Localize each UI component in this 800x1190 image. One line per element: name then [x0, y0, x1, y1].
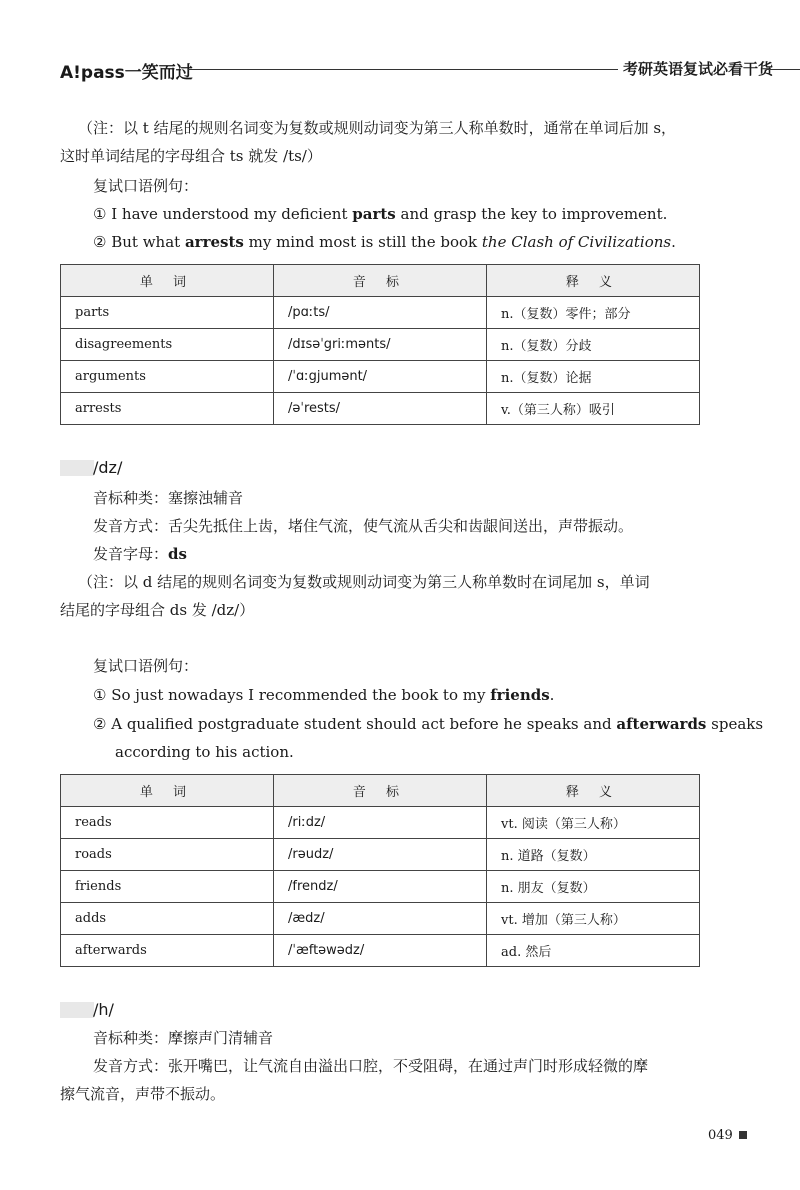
dz-note-line2: 结尾的字母组合 ds 发 /dz/） [60, 601, 255, 619]
phonetic-cell: /ˈæftəwədz/ [274, 935, 487, 967]
word-cell: afterwards [61, 935, 274, 967]
col-header-meaning: 释 义 [487, 265, 700, 297]
meaning-cell: vt. 增加（第三人称） [487, 903, 700, 935]
meaning-cell: n.（复数）论据 [487, 361, 700, 393]
h-heading-marker [60, 1002, 94, 1018]
word-cell: arguments [61, 361, 274, 393]
meaning-cell: n. 道路（复数） [487, 839, 700, 871]
h-symbol: /h/ [93, 1000, 114, 1019]
table-row [61, 807, 700, 839]
phonetic-cell: /ˈɑːgjumənt/ [274, 361, 487, 393]
meaning-cell: n.（复数）零件；部分 [487, 297, 700, 329]
dz-letters: 发音字母：ds [93, 545, 187, 563]
page-number: 049 [708, 1128, 747, 1143]
meaning-cell: n.（复数）分歧 [487, 329, 700, 361]
word-cell: roads [61, 839, 274, 871]
header-rule-left [188, 69, 618, 70]
phonetic-cell: /pɑːts/ [274, 297, 487, 329]
table-header-row [61, 775, 700, 807]
col-header-phonetic: 音 标 [274, 775, 487, 807]
dz-example-2-line2: according to his action. [115, 743, 294, 761]
dz-method: 发音方式：舌尖先抵住上齿，堵住气流，使气流从舌尖和齿龈间送出，声带振动。 [93, 517, 634, 535]
col-header-word: 单 词 [61, 775, 274, 807]
meaning-cell: n. 朋友（复数） [487, 871, 700, 903]
ts-example-1: ① I have understood my deficient parts and grasp the key to improvement. [93, 205, 668, 223]
header-rule-right [766, 69, 800, 70]
phonetic-cell: /dɪsəˈgriːmənts/ [274, 329, 487, 361]
page-header [60, 58, 800, 82]
phonetic-cell: /əˈrests/ [274, 393, 487, 425]
dz-type: 音标种类：塞擦浊辅音 [93, 489, 244, 507]
ts-note-line2: 这时单词结尾的字母组合 ts 就发 /ts/） [60, 147, 322, 165]
table-row [61, 361, 700, 393]
table-row [61, 393, 700, 425]
table-row [61, 871, 700, 903]
header-title: 考研英语复试必看干货 [623, 60, 774, 78]
word-cell: parts [61, 297, 274, 329]
word-cell: reads [61, 807, 274, 839]
phonetic-cell: /riːdz/ [274, 807, 487, 839]
word-cell: friends [61, 871, 274, 903]
meaning-cell: ad. 然后 [487, 935, 700, 967]
dz-heading-marker [60, 460, 94, 476]
brand-logo: A!pass一笑而过 [60, 63, 193, 83]
phonetic-cell: /rəudz/ [274, 839, 487, 871]
phonetic-cell: /frendz/ [274, 871, 487, 903]
table-row [61, 297, 700, 329]
table-row [61, 935, 700, 967]
meaning-cell: v.（第三人称）吸引 [487, 393, 700, 425]
word-cell: arrests [61, 393, 274, 425]
table-row [61, 329, 700, 361]
table-header-row [61, 265, 700, 297]
dz-symbol: /dz/ [93, 458, 123, 477]
h-method-line2: 擦气流音，声带不振动。 [60, 1085, 226, 1103]
col-header-meaning: 释 义 [487, 775, 700, 807]
meaning-cell: vt. 阅读（第三人称） [487, 807, 700, 839]
page-number-square-icon [739, 1131, 747, 1139]
col-header-phonetic: 音 标 [274, 265, 487, 297]
ts-note-line1: （注：以 t 结尾的规则名词变为复数或规则动词变为第三人称单数时，通常在单词后加 s， [78, 119, 677, 137]
word-cell: disagreements [61, 329, 274, 361]
ts-example-2: ② But what arrests my mind most is still the book the Clash of Civilizations. [93, 233, 676, 251]
ts-examples-label: 复试口语例句： [93, 177, 199, 195]
dz-examples-label: 复试口语例句： [93, 657, 199, 675]
dz-word-table [60, 774, 700, 967]
dz-note-line1: （注：以 d 结尾的规则名词变为复数或规则动词变为第三人称单数时在词尾加 s，单词 [78, 573, 650, 591]
col-header-word: 单 词 [61, 265, 274, 297]
h-method: 发音方式：张开嘴巴，让气流自由溢出口腔，不受阻碍，在通过声门时形成轻微的摩 [93, 1057, 649, 1075]
ts-word-table [60, 264, 700, 425]
table-row [61, 903, 700, 935]
word-cell: adds [61, 903, 274, 935]
dz-example-1: ① So just nowadays I recommended the book to my friends. [93, 686, 555, 704]
table-row [61, 839, 700, 871]
dz-example-2: ② A qualified postgraduate student should act before he speaks and afterwards speaks [93, 715, 764, 733]
phonetic-cell: /ædz/ [274, 903, 487, 935]
h-type: 音标种类：摩擦声门清辅音 [93, 1029, 274, 1047]
